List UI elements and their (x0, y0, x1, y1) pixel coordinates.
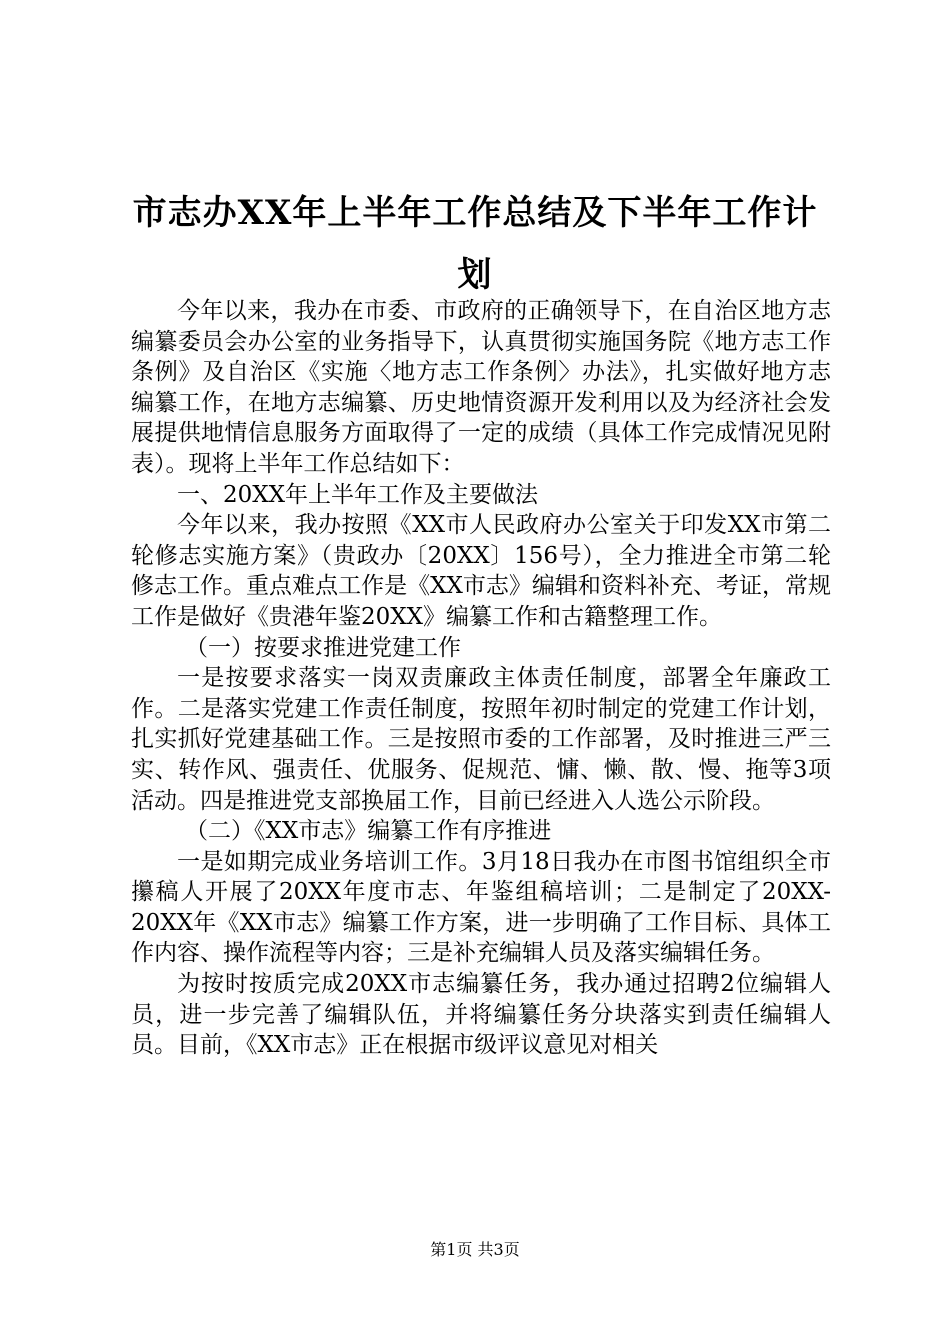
paragraph-section-1: 今年以来，我办按照《XX市人民政府办公室关于印发XX市第二轮修志实施方案》（贵政办〔20XX〕156号），全力推进全市第二轮修志工作。重点难点工作是《XX市志》编辑和资料补充、考证，常规工作是做好《贵港年鉴20XX》编纂工作和古籍整理工作。 (131, 512, 831, 630)
subsection-heading-2: （二）《XX市志》编纂工作有序推进 (185, 818, 552, 845)
subsection-heading-1: （一）按要求推进党建工作 (185, 634, 462, 661)
paragraph-party-building: 一是按要求落实一岗双责廉政主体责任制度，部署全年廉政工作。二是落实党建工作责任制度，按照年初时制定的党建工作计划，扎实抓好党建基础工作。三是按照市委的工作部署，及时推进三严三实、转作风、强责任、优服务、促规范、慵、懒、散、慢、拖等3项活动。四是推进党支部换届工作，目前已经进入人选公示阶段。 (131, 665, 831, 814)
document-title: 市志办XX年上半年工作总结及下半年工作计划 (132, 193, 818, 295)
page-number-footer: 第1页 共3页 (430, 1240, 520, 1259)
paragraph-compilation: 一是如期完成业务培训工作。3月18日我办在市图书馆组织全市攥稿人开展了20XX年度市志、年鉴组稿培训；二是制定了20XX-20XX年《XX市志》编纂工作方案，进一步明确了工作目标、具体工作内容、操作流程等内容；三是补充编辑人员及落实编辑任务。 (131, 848, 831, 967)
section-heading-1: 一、20XX年上半年工作及主要做法 (177, 481, 539, 508)
document-body (131, 296, 831, 1061)
paragraph-intro: 今年以来，我办在市委、市政府的正确领导下，在自治区地方志编纂委员会办公室的业务指导下，认真贯彻实施国务院《地方志工作条例》及自治区《实施〈地方志工作条例〉办法》，扎实做好地方志编纂工作，在地方志编纂、历史地情资源开发利用以及为经济社会发展提供地情信息服务方面取得了一定的成绩（具体工作完成情况见附表）。现将上半年工作总结如下： (131, 298, 831, 477)
paragraph-editing-staff: 为按时按质完成20XX市志编纂任务，我办通过招聘2位编辑人员，进一步完善了编辑队伍，并将编纂任务分块落实到责任编辑人员。目前，《XX市志》正在根据市级评议意见对相关 (131, 971, 831, 1059)
